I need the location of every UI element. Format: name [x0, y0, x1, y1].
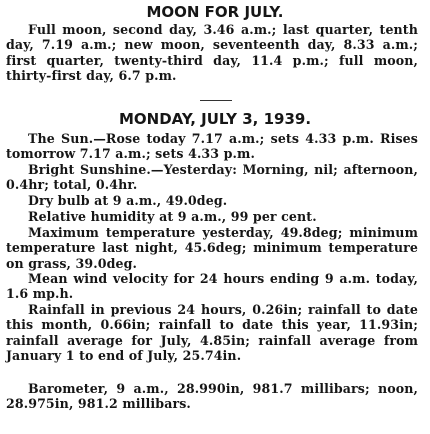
humidity-line: Relative humidity at 9 a.m., 99 per cent. [28, 209, 317, 224]
moon-heading: MOON FOR JULY. [146, 3, 284, 21]
date-heading: MONDAY, JULY 3, 1939. [118, 110, 312, 128]
sunshine-paragraph: Bright Sunshine.—Yesterday: Morning, nil; afternoon, 0.4hr; total, 0.4hr. [6, 162, 418, 193]
sun-times-paragraph: The Sun.—Rose today 7.17 a.m.; sets 4.33 p.m. Rises tomorrow 7.17 a.m.; sets 4.33 p.m. [6, 131, 418, 162]
moon-phases-paragraph: Full moon, second day, 3.46 a.m.; last quarter, tenth day, 7.19 a.m.; new moon, seventeenth day, 8.33 a.m.; first quarter, twenty-third day, 11.4 p.m.; full moon, thirty-first day, 6.7 p.m. [6, 22, 418, 83]
rainfall-paragraph: Rainfall in previous 24 hours, 0.26in; rainfall to date this month, 0.66in; rainfall to date this year, 11.93in; rainfall average for July, 4.85in; rainfall average from January 1 to end of July, 25.74in. [6, 302, 418, 363]
barometer-paragraph: Barometer, 9 a.m., 28.990in, 981.7 millibars; noon, 28.975in, 981.2 millibars. [6, 381, 418, 412]
wind-paragraph: Mean wind velocity for 24 hours ending 9 a.m. today, 1.6 mp.h. [6, 271, 418, 302]
section-divider [200, 100, 232, 101]
temperature-paragraph: Maximum temperature yesterday, 49.8deg; minimum temperature last night, 45.6deg; minimum temperature on grass, 39.0deg. [6, 225, 418, 271]
dry-bulb-line: Dry bulb at 9 a.m., 49.0deg. [28, 193, 228, 208]
